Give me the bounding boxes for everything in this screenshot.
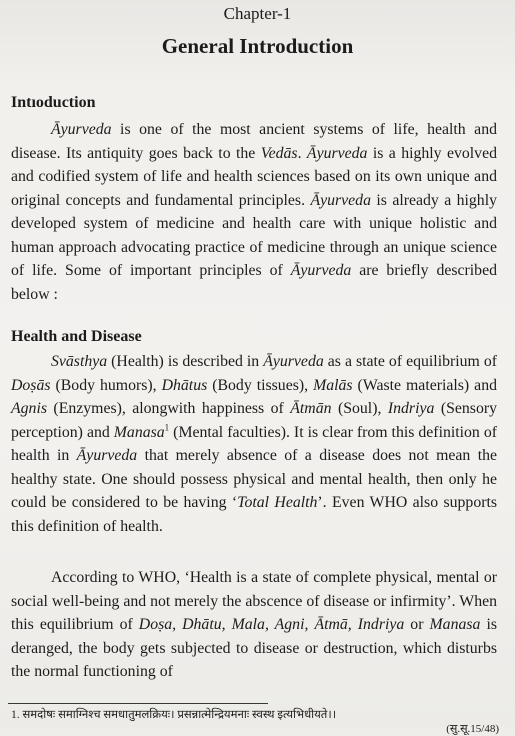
- term: Manasa: [429, 616, 481, 633]
- paragraph-who-definition: [11, 566, 497, 684]
- text: (Waste materials) and: [352, 376, 497, 394]
- text: is deranged, the body gets subjected to disease or destruction, which disturbs the normal functioning of: [11, 616, 497, 680]
- text: (Sensory perception) and: [11, 400, 498, 441]
- chapter-title: General Introduction: [161, 34, 354, 58]
- footnote-marker: 1: [164, 422, 170, 433]
- text: is one of the most ancient systems of life, health and disease. Its antiquity goes back to the: [11, 121, 497, 162]
- term: Total Health: [237, 494, 318, 511]
- paragraph-health-definition: [11, 350, 497, 538]
- term: Vedās: [260, 144, 298, 162]
- term: Malās: [313, 376, 353, 394]
- term: Indriya: [387, 400, 435, 417]
- term: Āyurveda: [76, 447, 138, 464]
- term: Ātmān: [290, 400, 332, 417]
- section-heading-health-and-disease: Health and Disease: [11, 328, 142, 345]
- text: .: [297, 144, 307, 162]
- footnote: 1. समदोषः समाग्निश्च समधातुमलक्रियः। प्रसन्नात्मेन्द्रियमनाः स्वस्थ इत्यभिधीयते।।: [11, 709, 337, 721]
- text: (Health) is described in: [107, 353, 264, 370]
- term: Doṣās: [11, 376, 51, 394]
- term: Doṣa, Dhātu, Mala, Agni, Ātmā, Indriya: [138, 616, 405, 633]
- chapter-label: Chapter-1: [223, 4, 292, 23]
- text: ’. Even WHO also supports this definition of health.: [11, 494, 498, 535]
- text: (Enzymes), alongwith happiness of: [46, 400, 291, 417]
- term: Āyurveda: [290, 262, 352, 279]
- paragraph-introduction: [11, 118, 497, 306]
- text: are briefly described below :: [11, 262, 497, 303]
- term: Āyurveda: [51, 121, 112, 138]
- text: (Body tissues),: [207, 376, 314, 394]
- text: is already a highly developed system of medicine and health care with unique holistic and human approach advocating practice of medicine through an unique science of life. Some of important principles of: [11, 191, 497, 279]
- text: or: [404, 616, 430, 633]
- text: as a state of equilibrium of: [323, 353, 497, 370]
- text: (Soul),: [331, 400, 388, 417]
- text: According to WHO, ‘Health is a state of complete physical, mental or social well-being and not merely the abscence of disease or infirmity’. When this equilibrium of: [11, 569, 497, 633]
- term: Svāsthya: [51, 353, 108, 370]
- text: (Mental faculties). It is clear from this definition of health in: [11, 423, 497, 464]
- text: that merely absence of a disease does not mean the healthy state. One should possess physical and mental health, then only he could be considered to be having ‘: [11, 447, 497, 511]
- text: is a highly evolved and codified system of life and health sciences based on its own unique and original concepts and fundamental principles.: [11, 144, 497, 209]
- term: Dhātus: [161, 376, 208, 394]
- term: Āyurveda: [306, 144, 368, 162]
- term: Āyurveda: [263, 353, 324, 370]
- term: Manasa: [113, 423, 165, 441]
- term: Āyurveda: [310, 191, 371, 209]
- footnote-divider: [8, 703, 268, 704]
- text: (Body humors),: [50, 376, 162, 394]
- section-heading-introduction: Intıoduction: [11, 94, 96, 111]
- term: Agnis: [11, 400, 47, 417]
- footnote-reference: (सु.सू.15/48): [446, 723, 499, 735]
